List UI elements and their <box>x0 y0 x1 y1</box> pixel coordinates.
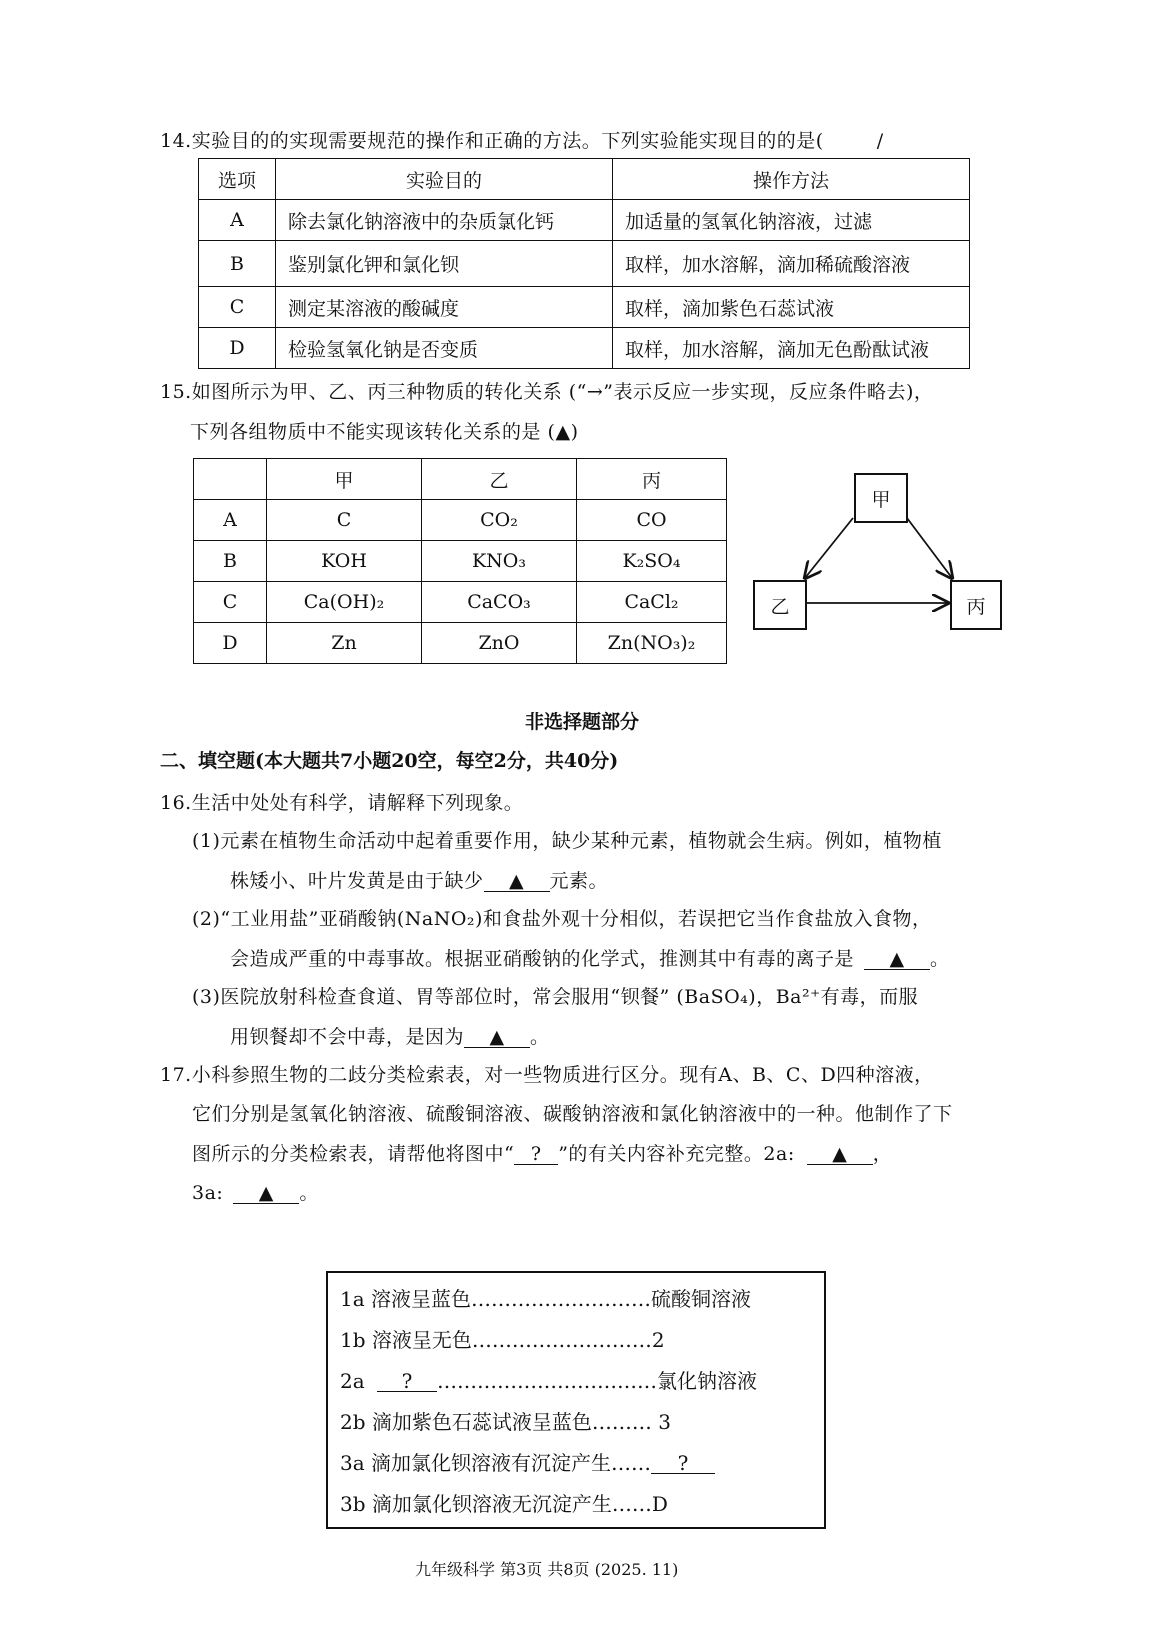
q17-line1: 17.小科参照生物的二歧分类检索表，对一些物质进行区分。现有A、B、C、D四种溶液， <box>160 1064 934 1086</box>
table-cell: K₂SO₄ <box>577 541 727 582</box>
answer-blank[interactable]: ▲ <box>864 949 930 970</box>
key-row-3b: 3b 滴加氯化钡溶液无沉淀产生……D <box>340 1492 668 1516</box>
q14-stem <box>160 126 884 153</box>
table-cell: A <box>199 200 276 241</box>
arrow-jia-to-bing <box>907 518 952 578</box>
table-header: 丙 <box>577 459 727 500</box>
q16-p2-line2 <box>230 944 950 971</box>
q16-p3-text-end: 。 <box>530 1026 550 1048</box>
table-header-row <box>194 459 727 500</box>
table-cell: KOH <box>267 541 422 582</box>
table-cell: A <box>194 500 267 541</box>
section-title: 非选择题部分 <box>525 711 640 733</box>
table-cell: B <box>194 541 267 582</box>
table-cell: 除去氯化钠溶液中的杂质氯化钙 <box>276 200 613 241</box>
answer-blank[interactable]: ▲ <box>484 871 550 892</box>
key-row-2a-label: 2a <box>340 1369 365 1393</box>
diagram-node-bing: 丙 <box>950 580 1002 630</box>
q17-line3-comma: ， <box>872 1143 893 1165</box>
table-cell: 取样，加水溶解，滴加稀硫酸溶液 <box>613 241 970 287</box>
key-2a-blank: ? <box>377 1371 437 1392</box>
table-cell: D <box>194 623 267 664</box>
diagram-node-yi: 乙 <box>753 580 807 630</box>
key-3a-blank: ? <box>651 1453 715 1474</box>
q17-line4 <box>192 1178 319 1205</box>
q15-diagram <box>750 470 1010 635</box>
key-row-1a: 1a 溶液呈蓝色………………………硫酸铜溶液 <box>340 1287 752 1311</box>
q14-answer-mark: / <box>876 130 884 152</box>
q14-table <box>198 158 970 369</box>
answer-blank-2a[interactable]: ▲ <box>807 1144 873 1165</box>
key-row-2a-rest: ……………………………氯化钠溶液 <box>437 1369 758 1393</box>
table-row <box>199 241 970 287</box>
table-cell: CO₂ <box>422 500 577 541</box>
q17-line3-text: 图所示的分类检索表，请帮他将图中“ <box>192 1143 515 1165</box>
table-header: 甲 <box>267 459 422 500</box>
q16-p2-line1: (2)“工业用盐”亚硝酸钠(NaNO₂)和食盐外观十分相似，若误把它当作食盐放入食物， <box>192 908 932 930</box>
table-cell: B <box>199 241 276 287</box>
table-header: 实验目的 <box>276 159 613 200</box>
q16-p3-line2 <box>230 1022 550 1049</box>
section-heading: 二、填空题(本大题共7小题20空，每空2分，共40分) <box>160 750 619 772</box>
table-cell: D <box>199 328 276 369</box>
q16-p2-text-end: 。 <box>930 948 950 970</box>
q16-stem: 16.生活中处处有科学，请解释下列现象。 <box>160 792 524 814</box>
arrow-jia-to-yi <box>805 518 853 578</box>
table-row <box>199 200 970 241</box>
table-cell: CaCO₃ <box>422 582 577 623</box>
table-cell: Zn <box>267 623 422 664</box>
answer-blank-3a[interactable]: ▲ <box>233 1183 299 1204</box>
q16-p1-text-end: 元素。 <box>549 870 609 892</box>
table-cell: 取样，加水溶解，滴加无色酚酞试液 <box>613 328 970 369</box>
q14-stem-text: 14.实验目的的实现需要规范的操作和正确的方法。下列实验能实现目的的是( <box>160 130 824 152</box>
q16-p3-text: 用钡餐却不会中毒，是因为 <box>230 1026 465 1048</box>
q17-line3 <box>192 1139 892 1166</box>
key-row-2a <box>340 1365 757 1394</box>
table-cell: C <box>267 500 422 541</box>
dichotomous-key <box>326 1271 826 1529</box>
q17-line4-label: 3a: <box>192 1182 224 1204</box>
table-header: 选项 <box>199 159 276 200</box>
table-cell: 检验氢氧化钠是否变质 <box>276 328 613 369</box>
q15-line1: 15.如图所示为甲、乙、丙三种物质的转化关系 (“→”表示反应一步实现，反应条件略去)， <box>160 381 934 403</box>
table-header: 操作方法 <box>613 159 970 200</box>
table-row <box>199 328 970 369</box>
key-row-2b: 2b 滴加紫色石蕊试液呈蓝色……… 3 <box>340 1410 671 1434</box>
q16-p1-line1: (1)元素在植物生命活动中起着重要作用，缺少某种元素，植物就会生病。例如，植物植 <box>192 830 942 852</box>
q17-line2: 它们分别是氢氧化钠溶液、硫酸铜溶液、碳酸钠溶液和氯化钠溶液中的一种。他制作了下 <box>192 1103 953 1125</box>
table-cell: C <box>194 582 267 623</box>
table-row <box>194 623 727 664</box>
table-cell: ZnO <box>422 623 577 664</box>
table-cell: 测定某溶液的酸碱度 <box>276 287 613 328</box>
page-footer: 九年级科学 第3页 共8页 (2025. 11) <box>415 1560 679 1579</box>
table-header-row <box>199 159 970 200</box>
table-cell: C <box>199 287 276 328</box>
q15-table <box>193 458 727 664</box>
q15-line2: 下列各组物质中不能实现该转化关系的是 (▲) <box>190 421 579 443</box>
key-row-3a-label: 3a 滴加氯化钡溶液有沉淀产生…… <box>340 1451 652 1475</box>
table-cell: KNO₃ <box>422 541 577 582</box>
q16-p1-text: 株矮小、叶片发黄是由于缺少 <box>230 870 484 892</box>
table-cell: Ca(OH)₂ <box>267 582 422 623</box>
q16-p1-line2 <box>230 866 608 893</box>
table-cell: 取样，滴加紫色石蕊试液 <box>613 287 970 328</box>
q16-p2-text: 会造成严重的中毒事故。根据亚硝酸钠的化学式，推测其中有毒的离子是 <box>230 948 855 970</box>
question-mark-blank: ? <box>514 1144 558 1165</box>
diagram-node-jia: 甲 <box>854 473 908 523</box>
table-row <box>194 582 727 623</box>
key-row-1b: 1b 溶液呈无色………………………2 <box>340 1328 665 1352</box>
key-row-3a <box>340 1447 715 1476</box>
table-cell: 鉴别氯化钾和氯化钡 <box>276 241 613 287</box>
table-header: 乙 <box>422 459 577 500</box>
q16-p3-line1: (3)医院放射科检查食道、胃等部位时，常会服用“钡餐” (BaSO₄)，Ba²⁺有毒，而服 <box>192 986 919 1008</box>
table-row <box>194 541 727 582</box>
table-row <box>199 287 970 328</box>
table-header <box>194 459 267 500</box>
table-row <box>194 500 727 541</box>
table-cell: 加适量的氢氧化钠溶液，过滤 <box>613 200 970 241</box>
q17-line4-end: 。 <box>299 1182 319 1204</box>
table-cell: Zn(NO₃)₂ <box>577 623 727 664</box>
q17-line3-text-2: ”的有关内容补充完整。2a: <box>558 1143 795 1165</box>
table-cell: CaCl₂ <box>577 582 727 623</box>
answer-blank[interactable]: ▲ <box>464 1027 530 1048</box>
table-cell: CO <box>577 500 727 541</box>
